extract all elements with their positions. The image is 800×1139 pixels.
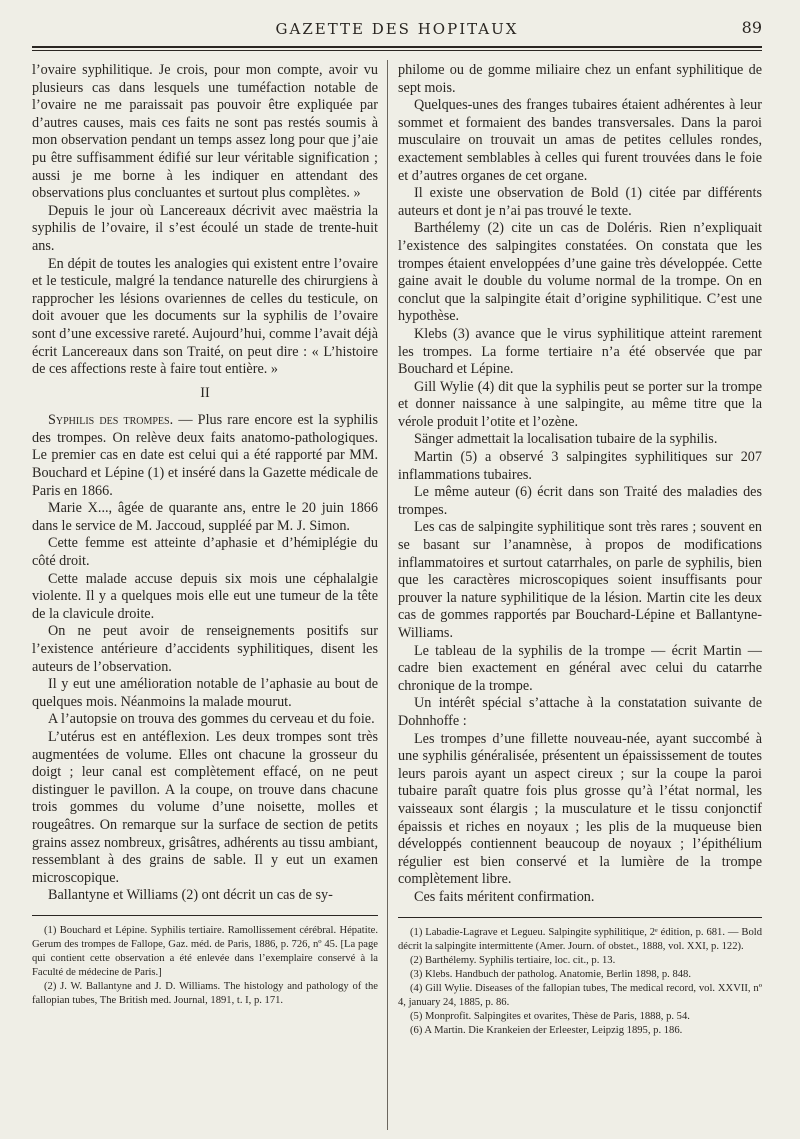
footnote-rule	[398, 917, 762, 918]
section-paragraph	[32, 412, 378, 500]
footnote-rule	[32, 915, 378, 916]
paragraph: A l’autopsie on trouva des gommes du cerveau et du foie.	[48, 711, 375, 728]
paragraph: Ces faits méritent confirmation.	[414, 888, 595, 905]
footnote: (6) A Martin. Die Krankeien der Erleester, Leipzig 1895, p. 186.	[410, 1024, 683, 1036]
paragraph: Le tableau de la syphilis de la trompe — écrit Martin — cadre bien exactement en général avec celui du catarrhe chronique de la trompe.	[398, 642, 762, 694]
paragraph: Cette femme est atteinte d’aphasie et d’hémiplégie du côté droit.	[32, 535, 378, 570]
paragraph: Les trompes d’une fillette nouveau-née, ayant succombé à une syphilis généralisée, présentent un épaississement de toutes leurs parois ayant un aspect cireux ; sur la coupe la paroi tubaire paraît quatre fois plus grosse qu’à l’état normal, les vaisseaux sont élargis ; la musculature et le tissu conjonctif épaissis et riches en noyaux ; les plis de la muqueuse bien développés contiennent beaucoup de noyaux ; l’épithélium régulier est bien conservé et la lumière de la trompe complètement libre.	[398, 730, 762, 888]
paragraph: Il existe une observation de Bold (1) citée par différents auteurs et dont je n’ai pas trouvé le texte.	[398, 185, 762, 219]
paragraph: Klebs (3) avance que le virus syphilitique atteint rarement les trompes. La forme tertiaire n’a été observée que par Bouchard et Lépine.	[398, 325, 762, 378]
paragraph: Les cas de salpingite syphilitique sont très rares ; souvent en se basant sur l’anamnèse, à propos de modifications inflammatoires et surtout catarrhales, on parle de syphilis, bien que les caractères microscopiques soient insuffisants pour prouver la nature syphilitique de la lésion. Martin cite les deux cas de gommes rapportés par Bouchard-Lépine et Ballantyne-Williams.	[398, 519, 762, 641]
paragraph: Martin (5) a observé 3 salpingites syphilitiques sur 207 inflammations tubaires.	[398, 449, 762, 483]
footnote: (1) Labadie-Lagrave et Legueu. Salpingite syphilitique, 2ᵉ édition, p. 681. — Bold décrit la salpingite intermittente (Amer. Journ. of obstet., 1888, vol. XXI, p. 122).	[398, 926, 762, 952]
footnotes-left	[32, 924, 378, 1008]
paragraph: Cette malade accuse depuis six mois une céphalalgie violente. Il y a quelques mois elle eut une tumeur de la tête de la clavicule droite.	[32, 570, 378, 622]
left-column	[32, 62, 378, 1008]
paragraph: Gill Wylie (4) dit que la syphilis peut se porter sur la trompe et donner naissance à une salpingite, au même titre que la vérole produit l’otite et l’ozène.	[398, 378, 762, 430]
paragraph: Ballantyne et Williams (2) ont décrit un cas de sy-	[48, 887, 333, 904]
page-header	[32, 18, 762, 42]
paragraph: Barthélemy (2) cite un cas de Doléris. Rien n’expliquait l’existence des salpingites constatées. On constata que les trompes étaient enveloppées d’une gaine très développée. Cette gaine avait le double du volume normal de la trompe. On en conclut que la salpingite était d’origine syphilitique. C’est une hypothèse.	[398, 220, 762, 325]
column-divider	[387, 60, 388, 1130]
paragraph: philome ou de gomme miliaire chez un enfant syphilitique de sept mois.	[398, 62, 762, 96]
footnote: (4) Gill Wylie. Diseases of the fallopian tubes, The medical record, vol. XXVII, nº 4, january 24, 1885, p. 86.	[398, 982, 762, 1008]
paragraph: Il y eut une amélioration notable de l’aphasie au bout de quelques mois. Néanmoins la malade mourut.	[32, 676, 378, 710]
paragraph: Quelques-unes des franges tubaires étaient adhérentes à leur sommet et formaient des bandes transversales. Dans la paroi musculaire on trouvait un amas de petites cellules rondes, exactement semblables à celles qui furent trouvées dans le foie et d’autres organes de cet organe.	[398, 97, 762, 184]
section-number: II	[200, 384, 210, 401]
footnote: (2) J. W. Ballantyne and J. D. Williams. The histology and pathology of the fallopian tubes, The British med. Journal, 1891, t. I, p. 171.	[32, 980, 378, 1006]
paragraph: l’ovaire syphilitique. Je crois, pour mon compte, avoir vu plusieurs cas dans lesquels une tuméfaction notable de l’ovaire ne me paraissait pas pouvoir être expliquée par d’autres causes, mais ces faits ne sont pas restés soumis à mon observation pendant un temps assez long pour que j’aie pu être suffisamment édifié sur leur véritable signification ; aussi je me borne à les indiquer en attendant des observations plus concluantes et surtout plus complètes. »	[32, 62, 378, 202]
paragraph: En dépit de toutes les analogies qui existent entre l’ovaire et le testicule, malgré la tendance naturelle des chirurgiens à rapprocher les lésions ovariennes de celles du testicule, on doit avouer que les documents sur la syphilis de l’ovaire sont d’une excessive rareté. Aujourd’hui, comme l’avait déjà écrit Lancereaux dans son Traité, on peut dire : « L’histoire de ces affections reste à faire tout entière. »	[32, 255, 378, 378]
footnote: (1) Bouchard et Lépine. Syphilis tertiaire. Ramollissement cérébral. Hépatite. Gerum des trompes de Fallope, Gaz. méd. de Paris, 1886, p. 726, nº 45. [La page qui contient cette observation a été enlevée dans l’exemplaire conservé à la Faculté de médecine de Paris.]	[32, 924, 378, 978]
footnote: (5) Monprofit. Salpingites et ovarites, Thèse de Paris, 1888, p. 54.	[410, 1010, 690, 1022]
footnotes-right	[398, 926, 762, 1038]
footnote: (2) Barthélemy. Syphilis tertiaire, loc. cit., p. 13.	[410, 954, 616, 966]
section-text: — Plus rare encore est la syphilis des trompes. On relève deux faits anatomo-pathologiques. Le premier cas en date est celui qui a été rapporté par MM. Bouchard et Lépine (1) et inséré dans la Gazette médicale de Paris en 1866.	[32, 412, 378, 499]
paragraph: On ne peut avoir de renseignements positifs sur l’existence antérieure d’accidents syphilitiques, disent les auteurs de l’observation.	[32, 623, 378, 675]
footnote: (3) Klebs. Handbuch der patholog. Anatomie, Berlin 1898, p. 848.	[410, 968, 691, 980]
paragraph: Sänger admettait la localisation tubaire de la syphilis.	[414, 431, 718, 448]
paragraph: Un intérêt spécial s’attache à la constatation suivante de Dohnhoffe :	[398, 695, 762, 729]
header-rule-thick	[32, 46, 762, 48]
page-number: 89	[741, 18, 762, 37]
section-lead: Syphilis des trompes.	[48, 412, 174, 429]
header-rule-thin	[32, 50, 762, 51]
paragraph: Depuis le jour où Lancereaux décrivit avec maëstria la syphilis de l’ovaire, il s’est écoulé un stade de trente-huit ans.	[32, 202, 378, 254]
paragraph: Le même auteur (6) écrit dans son Traité des maladies des trompes.	[398, 484, 762, 518]
running-head: GAZETTE DES HOPITAUX	[275, 20, 519, 38]
right-column	[398, 62, 762, 1038]
paragraph: Marie X..., âgée de quarante ans, entre le 20 juin 1866 dans le service de M. Jaccoud, suppléé par M. J. Simon.	[32, 500, 378, 534]
paragraph: L’utérus est en antéflexion. Les deux trompes sont très augmentées de volume. Elles ont chacune la grosseur du doigt ; leur canal est complètement effacé, on ne peut distinguer le pavillon. A la coupe, on trouve dans chacune trois gommes du volume d’une noisette, molles et rougeâtres. On remarque sur la surface de section de petits grains assez nombreux, grisâtres, adhérents au tissu ambiant, ressemblant à des grains de sable. Il y eut un examen microscopique.	[32, 728, 378, 886]
